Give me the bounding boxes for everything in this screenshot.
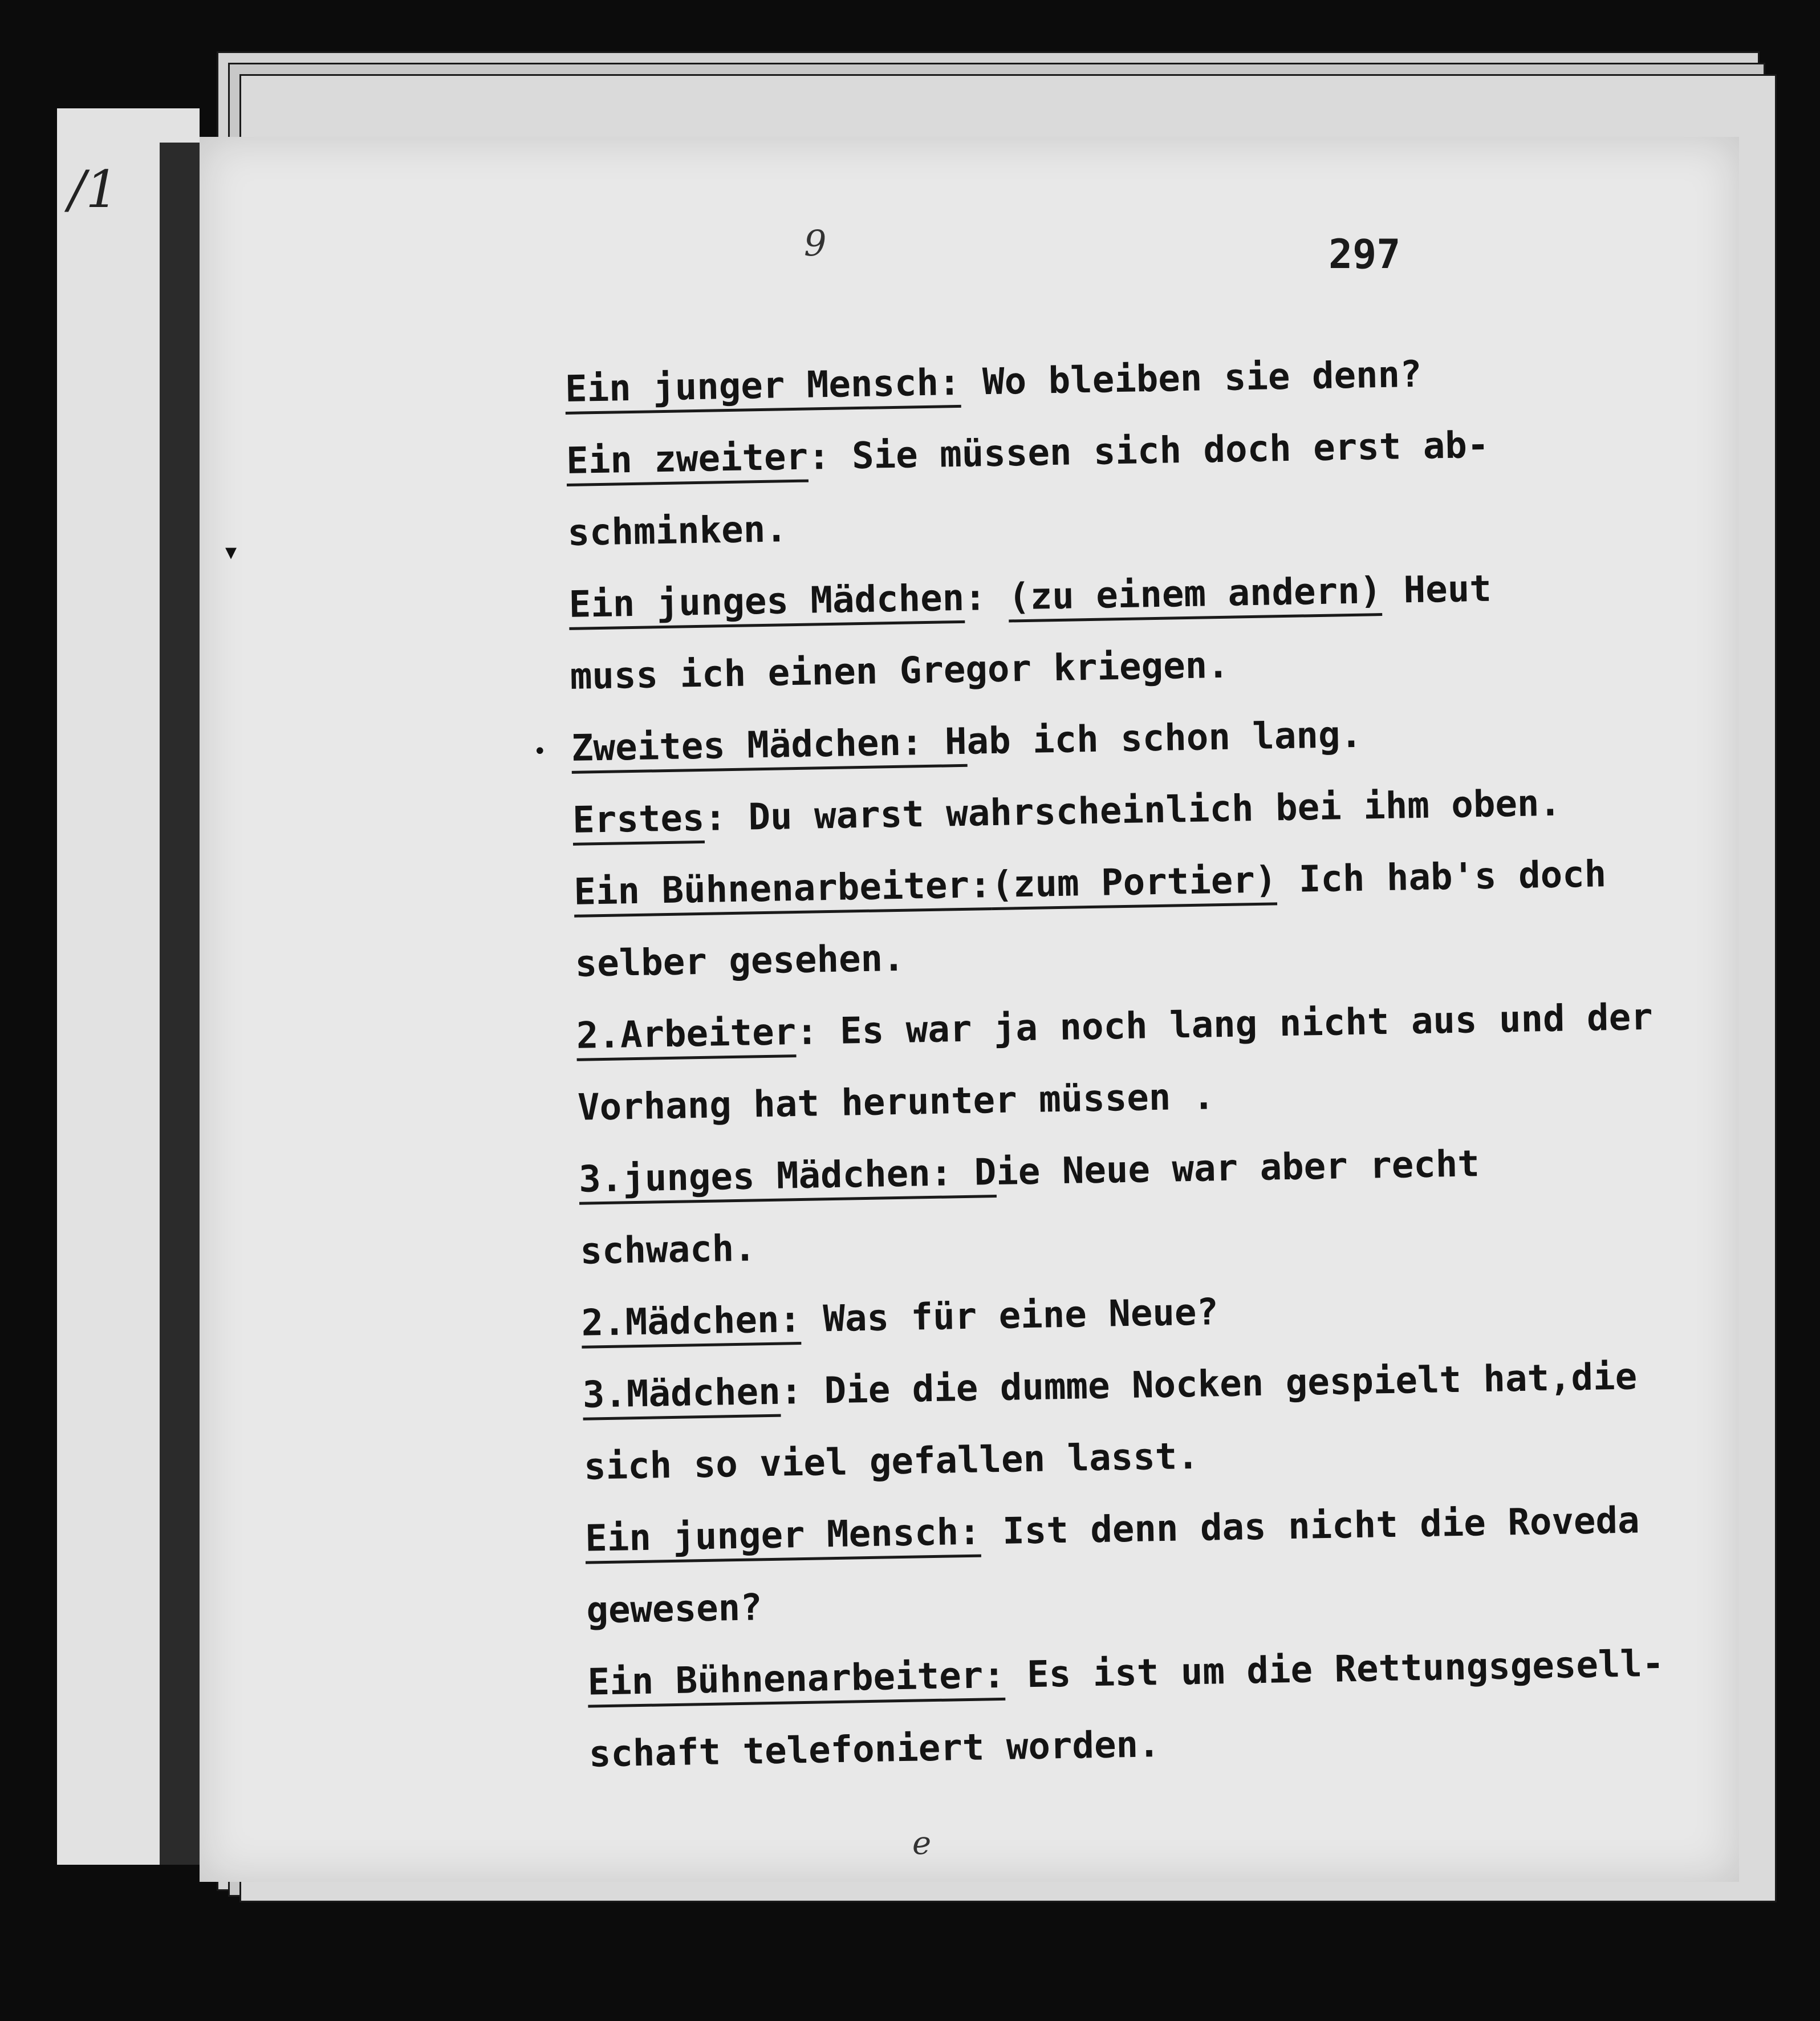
- binding-shadow: [160, 143, 200, 1865]
- line-text: sich so viel gefallen lasst.: [583, 1435, 1200, 1488]
- line-text: :: [964, 576, 1009, 619]
- line-text: selber gesehen.: [575, 937, 905, 985]
- line-text: Was für eine Neue?: [801, 1291, 1219, 1341]
- line-text: ab ich schon lang.: [966, 713, 1363, 763]
- line-text: : Du warst wahrscheinlich bei ihm oben.: [704, 782, 1562, 839]
- line-text: Ist denn das nicht die Roveda: [980, 1499, 1640, 1553]
- speaker-name: Ein Bühnenarbeiter:: [574, 864, 992, 918]
- speaker-name: 2.Arbeiter: [576, 1011, 797, 1061]
- line-text: Wo bleiben sie denn?: [960, 353, 1423, 404]
- line-text: ie Neue war aber recht: [996, 1143, 1480, 1194]
- speaker-name: Ein junger Mensch:: [564, 362, 961, 415]
- speaker-name: Ein junger Mensch:: [585, 1511, 981, 1564]
- page-mark-handwritten: 9: [804, 222, 827, 264]
- bottom-handwritten-mark: e: [912, 1825, 932, 1862]
- speaker-name: Ein zweiter: [566, 436, 809, 486]
- line-text-after: Heut: [1381, 567, 1492, 612]
- line-text: : Es war ja noch lang nicht aus und der: [795, 996, 1654, 1054]
- stage-direction: (zum Portier): [991, 859, 1277, 910]
- line-text: Vorhang hat herunter müssen .: [577, 1076, 1215, 1129]
- stage-direction: (zu einem andern): [1008, 570, 1382, 622]
- margin-dot: •: [533, 738, 547, 765]
- page-number: 297: [1329, 231, 1401, 278]
- line-text: : Die die dumme Nocken gespielt hat,die: [779, 1356, 1638, 1413]
- speaker-name: Ein junges Mädchen: [568, 577, 965, 630]
- speaker-name: Ein Bühnenarbeiter:: [587, 1654, 1005, 1708]
- speaker-name: 2.Mädchen:: [581, 1298, 802, 1349]
- speaker-name: Erstes: [572, 797, 705, 846]
- line-text: gewesen?: [586, 1586, 763, 1632]
- speaker-name: 3.Mädchen: [582, 1371, 781, 1421]
- line-text: schaft telefoniert worden.: [588, 1723, 1161, 1776]
- line-text: Es ist um die Rettungsgesell-: [1005, 1642, 1665, 1697]
- line-text: schwach.: [579, 1227, 757, 1273]
- line-text: schminken.: [567, 508, 788, 554]
- line-text: : Sie müssen sich doch erst ab-: [807, 424, 1490, 478]
- dialogue-text: [564, 334, 1707, 1791]
- speaker-name: 3.junges Mädchen: D: [579, 1151, 997, 1205]
- speaker-name: Zweites Mädchen: H: [571, 721, 967, 774]
- line-text-after: Ich hab's doch: [1276, 853, 1607, 902]
- margin-dot: ▾: [225, 539, 237, 565]
- typewritten-page: [200, 137, 1739, 1882]
- margin-mark: /1: [68, 160, 119, 220]
- line-text: muss ich einen Gregor kriegen.: [570, 644, 1230, 698]
